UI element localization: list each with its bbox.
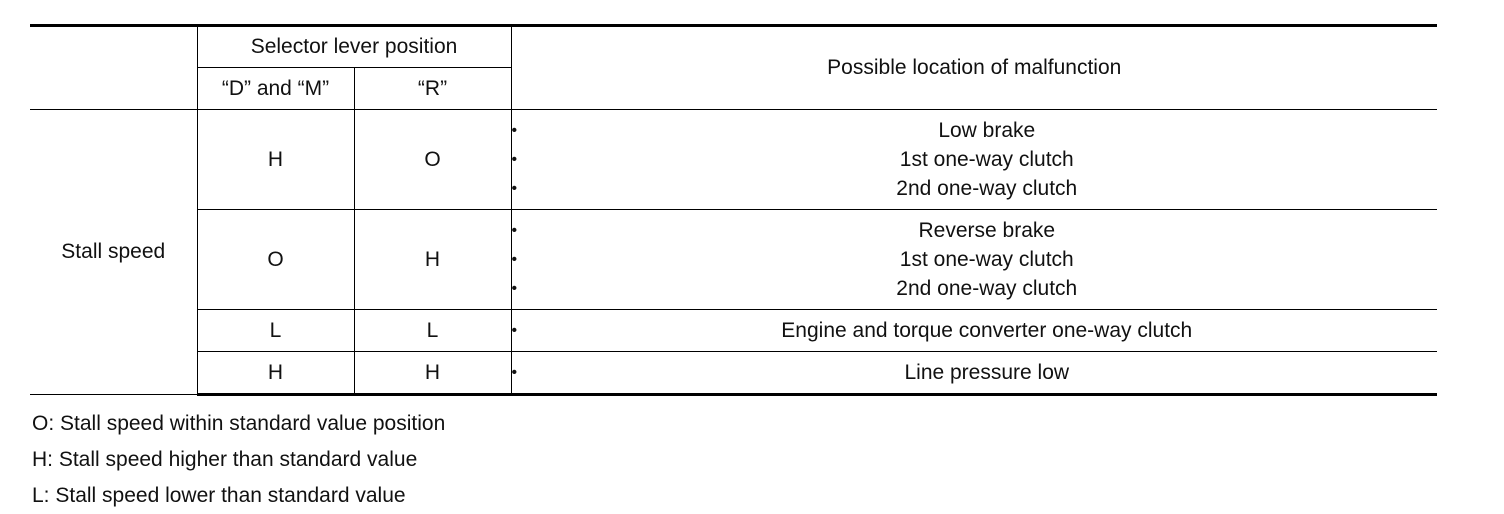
- legend-item-o: O: Stall speed within standard value position: [32, 412, 446, 435]
- cell-r: H: [354, 210, 511, 310]
- cell-r: H: [354, 352, 511, 395]
- header-possible-location: Possible location of malfunction: [511, 26, 1437, 110]
- table-row: [30, 210, 1437, 310]
- cell-r: O: [354, 110, 511, 210]
- legend-item-l: L: Stall speed lower than standard value: [32, 484, 406, 507]
- table-row: [30, 310, 1437, 352]
- row-label-stall-speed: Stall speed: [30, 110, 197, 395]
- list-item: • 2nd one-way clutch: [512, 274, 1438, 303]
- list-item: • Low brake: [512, 116, 1438, 145]
- cell-d-and-m: L: [197, 310, 354, 352]
- table-header-row: [30, 26, 1437, 68]
- list-item: • 2nd one-way clutch: [512, 174, 1438, 203]
- list-item: • 1st one-way clutch: [512, 245, 1438, 274]
- cell-locations: [511, 110, 1437, 210]
- cell-d-and-m: O: [197, 210, 354, 310]
- location-list: [512, 316, 1438, 345]
- cell-d-and-m: H: [197, 352, 354, 395]
- header-d-and-m: “D” and “M”: [197, 68, 354, 110]
- table-row: [30, 110, 1437, 210]
- header-empty-cell: [30, 26, 197, 110]
- legend: [32, 406, 445, 514]
- list-item: • Engine and torque converter one-way clutch: [512, 316, 1438, 345]
- cell-d-and-m: H: [197, 110, 354, 210]
- cell-locations: [511, 210, 1437, 310]
- list-item: • Reverse brake: [512, 216, 1438, 245]
- stall-speed-table: [30, 24, 1437, 396]
- list-item: • Line pressure low: [512, 358, 1438, 387]
- location-list: [512, 216, 1438, 303]
- header-r: “R”: [354, 68, 511, 110]
- header-selector-lever-position: Selector lever position: [197, 26, 511, 68]
- location-list: [512, 358, 1438, 387]
- table-row: [30, 352, 1437, 395]
- cell-locations: [511, 310, 1437, 352]
- cell-locations: [511, 352, 1437, 395]
- list-item: • 1st one-way clutch: [512, 145, 1438, 174]
- legend-item-h: H: Stall speed higher than standard value: [32, 448, 418, 471]
- cell-r: L: [354, 310, 511, 352]
- location-list: [512, 116, 1438, 203]
